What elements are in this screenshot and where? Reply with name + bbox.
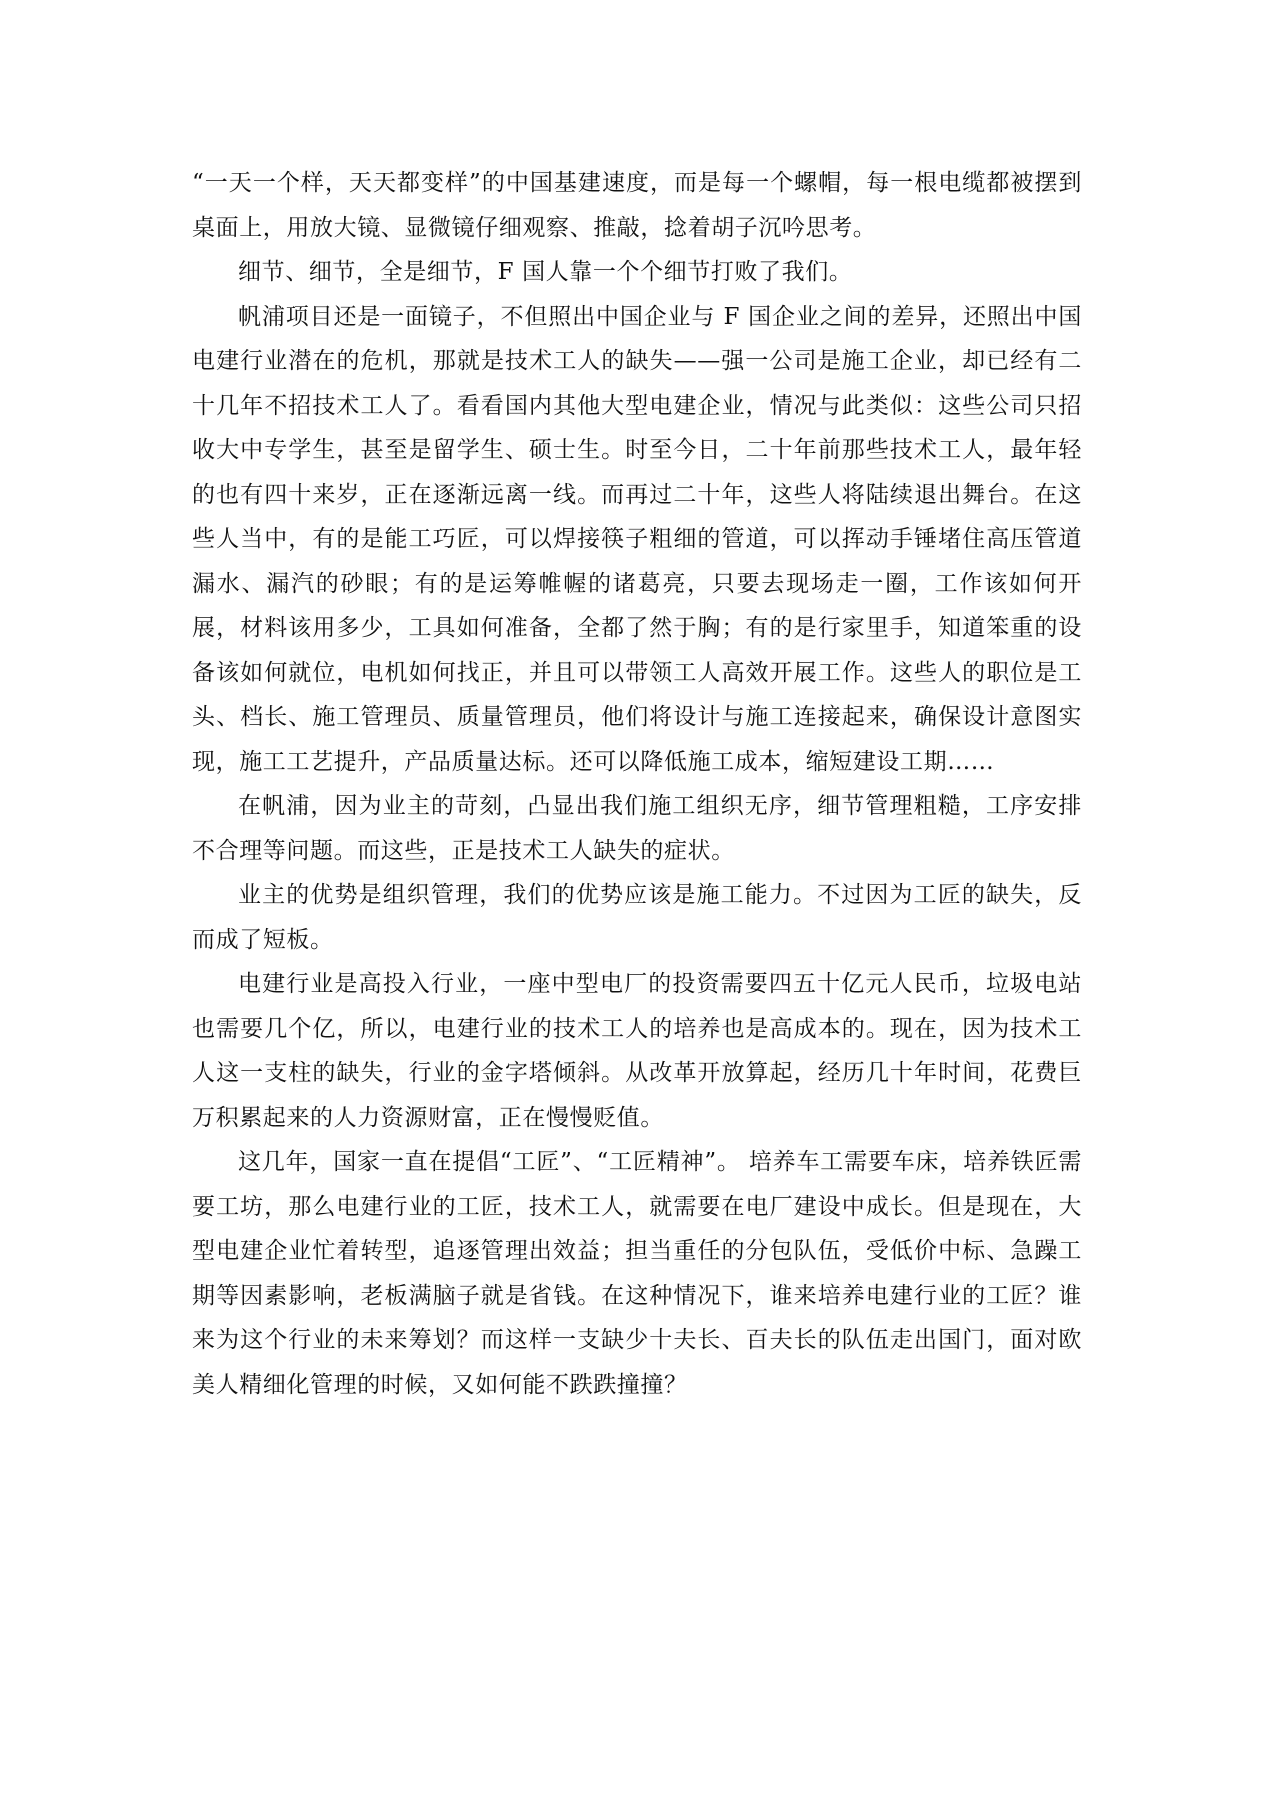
paragraph-continuation: “一天一个样，天天都变样”的中国基建速度，而是每一个螺帽，每一根电缆都被摆到桌面上，用放大镜、显微镜仔细观察、推敲，捻着胡子沉吟思考。 (192, 170, 1082, 241)
paragraph-mirror: 帆浦项目还是一面镜子，不但照出中国企业与 F 国企业之间的差异，还照出中国电建行业潜在的危机，那就是技术工人的缺失——强一公司是施工企业，却已经有二十几年不招技术工人了。看看国内其他大型电建企业，情况与此类似：这些公司只招收大中专学生，甚至是留学生、硕士生。时至今日，二十年前那些技术工人，最年轻的也有四十来岁，正在逐渐远离一线。而再过二十年，这些人将陆续退出舞台。在这些人当中，有的是能工巧匠，可以焊接筷子粗细的管道，可以挥动手锤堵住高压管道漏水、漏汽的砂眼；有的是运筹帷幄的诸葛亮，只要去现场走一圈，工作该如何开展，材料该用多少，工具如何准备，全都了然于胸；有的是行家里手，知道笨重的设备该如何就位，电机如何找正，并且可以带领工人高效开展工作。这些人的职位是工头、档长、施工管理员、质量管理员，他们将设计与施工连接起来，确保设计意图实现，施工工艺提升，产品质量达标。还可以降低施工成本，缩短建设工期…… (192, 303, 1082, 775)
paragraph-investment: 电建行业是高投入行业，一座中型电厂的投资需要四五十亿元人民币，垃圾电站也需要几个亿，所以，电建行业的技术工人的培养也是高成本的。现在，因为技术工人这一支柱的缺失，行业的金字塔倾斜。从改革开放算起，经历几十年时间，花费巨万积累起来的人力资源财富，正在慢慢贬值。 (192, 971, 1082, 1131)
paragraph-symptoms: 在帆浦，因为业主的苛刻，凸显出我们施工组织无序，细节管理粗糙，工序安排不合理等问题。而这些，正是技术工人缺失的症状。 (192, 793, 1082, 864)
paragraph-advantages: 业主的优势是组织管理，我们的优势应该是施工能力。不过因为工匠的缺失，反而成了短板。 (192, 882, 1082, 953)
paragraph-details: 细节、细节，全是细节，F 国人靠一个个细节打败了我们。 (238, 259, 853, 285)
paragraph-craftsman-spirit: 这几年，国家一直在提倡“工匠”、“工匠精神”。 培养车工需要车床，培养铁匠需要工坊，那么电建行业的工匠，技术工人，就需要在电厂建设中成长。但是现在，大型电建企业忙着转型，追逐管理出效益；担当重任的分包队伍，受低价中标、急躁工期等因素影响，老板满脑子就是省钱。在这种情况下，谁来培养电建行业的工匠？谁来为这个行业的未来筹划？而这样一支缺少十夫长、百夫长的队伍走出国门，面对欧美人精细化管理的时候，又如何能不跌跌撞撞？ (192, 1149, 1082, 1398)
document-body (192, 161, 1082, 1407)
